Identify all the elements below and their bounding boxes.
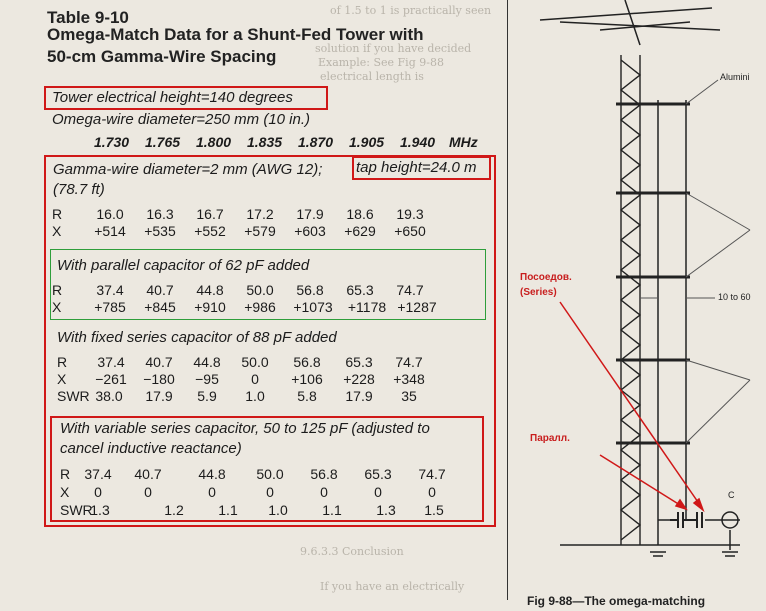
base-r-4: 17.2 [246,206,274,222]
parallel-x-3: +910 [194,299,226,315]
row-label: X [52,223,62,239]
variable-x-6: 0 [374,484,382,500]
parallel-r-6: 65.3 [346,282,374,298]
parallel-r-1: 37.4 [96,282,124,298]
row-label: SWR [60,502,93,518]
label-parallel: Паралл. [530,433,570,444]
parallel-r-5: 56.8 [296,282,324,298]
background-text-bottom: 9.6.3.3 Conclusion [300,545,404,558]
tower-height: Tower electrical height=140 degrees [52,89,293,106]
variable-heading-line2: cancel inductive reactance) [60,440,242,457]
variable-swr-5: 1.1 [322,502,342,518]
base-r-1: 16.0 [96,206,124,222]
variable-heading-line1: With variable series capacitor, 50 to 125 pF (adjusted to [60,420,430,437]
variable-swr-7: 1.5 [424,502,444,518]
figure-caption: Fig 9-88—The omega-matching [527,594,706,608]
background-text-bottom2: If you have an electrically [320,580,465,593]
fixed-r-2: 40.7 [145,354,173,370]
fixed-swr-2: 17.9 [145,388,173,404]
fixed-r-5: 56.8 [293,354,321,370]
fixed-series-heading: With fixed series capacitor of 88 pF added [57,329,337,346]
row-label: R [52,282,63,298]
base-x-7: +650 [394,223,426,239]
fixed-swr-1: 38.0 [95,388,123,404]
fig-label-cap: C [728,490,735,500]
fixed-x-7: +348 [393,371,425,387]
fixed-swr-4: 1.0 [245,388,265,404]
fixed-swr-7: 35 [401,388,417,404]
fixed-r-3: 44.8 [193,354,221,370]
variable-x-1: 0 [94,484,102,500]
variable-r-1: 37.4 [84,466,112,482]
omega-diameter: Omega-wire diameter=250 mm (10 in.) [52,111,311,128]
freq-unit: MHz [449,134,478,150]
fixed-x-2: −180 [143,371,175,387]
row-label: X [52,299,62,315]
freq-1: 1.730 [94,134,130,150]
variable-x-5: 0 [320,484,328,500]
freq-5: 1.870 [298,134,334,150]
fixed-r-1: 37.4 [97,354,125,370]
parallel-heading: With parallel capacitor of 62 pF added [57,257,310,274]
parallel-x-4: +986 [244,299,276,315]
variable-swr-3: 1.1 [218,502,238,518]
fixed-r-4: 50.0 [241,354,269,370]
variable-x-3: 0 [208,484,216,500]
fixed-x-1: −261 [95,371,127,387]
variable-swr-6: 1.3 [376,502,396,518]
tap-height: tap height=24.0 m [356,159,477,176]
base-r-5: 17.9 [296,206,324,222]
freq-7: 1.940 [400,134,436,150]
background-text-top: of 1.5 to 1 is practically seen [330,4,492,17]
fixed-r-6: 65.3 [345,354,373,370]
variable-r-5: 56.8 [310,466,338,482]
parallel-r-7: 74.7 [396,282,424,298]
parallel-x-6: +1178 [347,299,387,315]
fixed-swr-5: 5.8 [297,388,317,404]
parallel-x-2: +845 [144,299,176,315]
fixed-x-5: +106 [291,371,323,387]
variable-r-2: 40.7 [134,466,162,482]
annotation-arrows [560,302,703,510]
callout-lines [640,80,750,443]
omega-wire [658,100,686,520]
gamma-diameter: Gamma-wire diameter=2 mm (AWG 12); [53,161,323,178]
fixed-swr-3: 5.9 [197,388,217,404]
background-text-top4: electrical length is [320,70,424,83]
tower-lattice [621,55,640,545]
fixed-x-6: +228 [343,371,375,387]
variable-x-2: 0 [144,484,152,500]
base-structure [560,512,740,556]
background-text-top2: solution if you have decided [315,42,472,55]
fixed-x-4: 0 [251,371,259,387]
variable-swr-4: 1.0 [268,502,288,518]
table-title-line2: 50-cm Gamma-Wire Spacing [47,47,277,66]
row-label: X [57,371,67,387]
label-series-line2: (Series) [520,287,557,298]
base-x-6: +629 [344,223,376,239]
background-text-top3: Example: See Fig 9-88 [318,56,444,69]
parallel-r-3: 44.8 [196,282,224,298]
fixed-r-7: 74.7 [395,354,423,370]
variable-r-6: 65.3 [364,466,392,482]
freq-3: 1.800 [196,134,232,150]
base-x-5: +603 [294,223,326,239]
fig-label-alum: Alumini [720,72,750,82]
variable-x-7: 0 [428,484,436,500]
base-x-4: +579 [244,223,276,239]
parallel-r-2: 40.7 [146,282,174,298]
row-label: R [60,466,71,482]
table-title-line1: Omega-Match Data for a Shunt-Fed Tower with [47,25,424,44]
base-r-3: 16.7 [196,206,224,222]
freq-6: 1.905 [349,134,385,150]
parallel-x-5: +1073 [293,299,333,315]
variable-r-3: 44.8 [198,466,226,482]
gamma-diameter-ft: (78.7 ft) [53,181,105,198]
parallel-r-4: 50.0 [246,282,274,298]
variable-r-7: 74.7 [418,466,446,482]
variable-r-4: 50.0 [256,466,284,482]
row-label: R [52,206,63,222]
variable-swr-1: 1.3 [90,502,110,518]
freq-4: 1.835 [247,134,283,150]
freq-2: 1.765 [145,134,181,150]
base-x-2: +535 [144,223,176,239]
row-label: X [60,484,70,500]
parallel-x-7: +1287 [397,299,437,315]
base-x-3: +552 [194,223,226,239]
row-label: R [57,354,68,370]
parallel-x-1: +785 [94,299,126,315]
base-r-6: 18.6 [346,206,374,222]
fixed-swr-6: 17.9 [345,388,373,404]
variable-swr-2: 1.2 [164,502,184,518]
base-r-2: 16.3 [146,206,174,222]
table-number: Table 9-10 [47,8,129,27]
variable-x-4: 0 [266,484,274,500]
label-series-line1: Посоедов. [520,272,572,283]
base-x-1: +514 [94,223,126,239]
base-r-7: 19.3 [396,206,424,222]
antenna-top-icon [540,0,720,45]
fig-label-spacing: 10 to 60 [718,292,751,302]
fixed-x-3: −95 [195,371,219,387]
row-label: SWR [57,388,90,404]
